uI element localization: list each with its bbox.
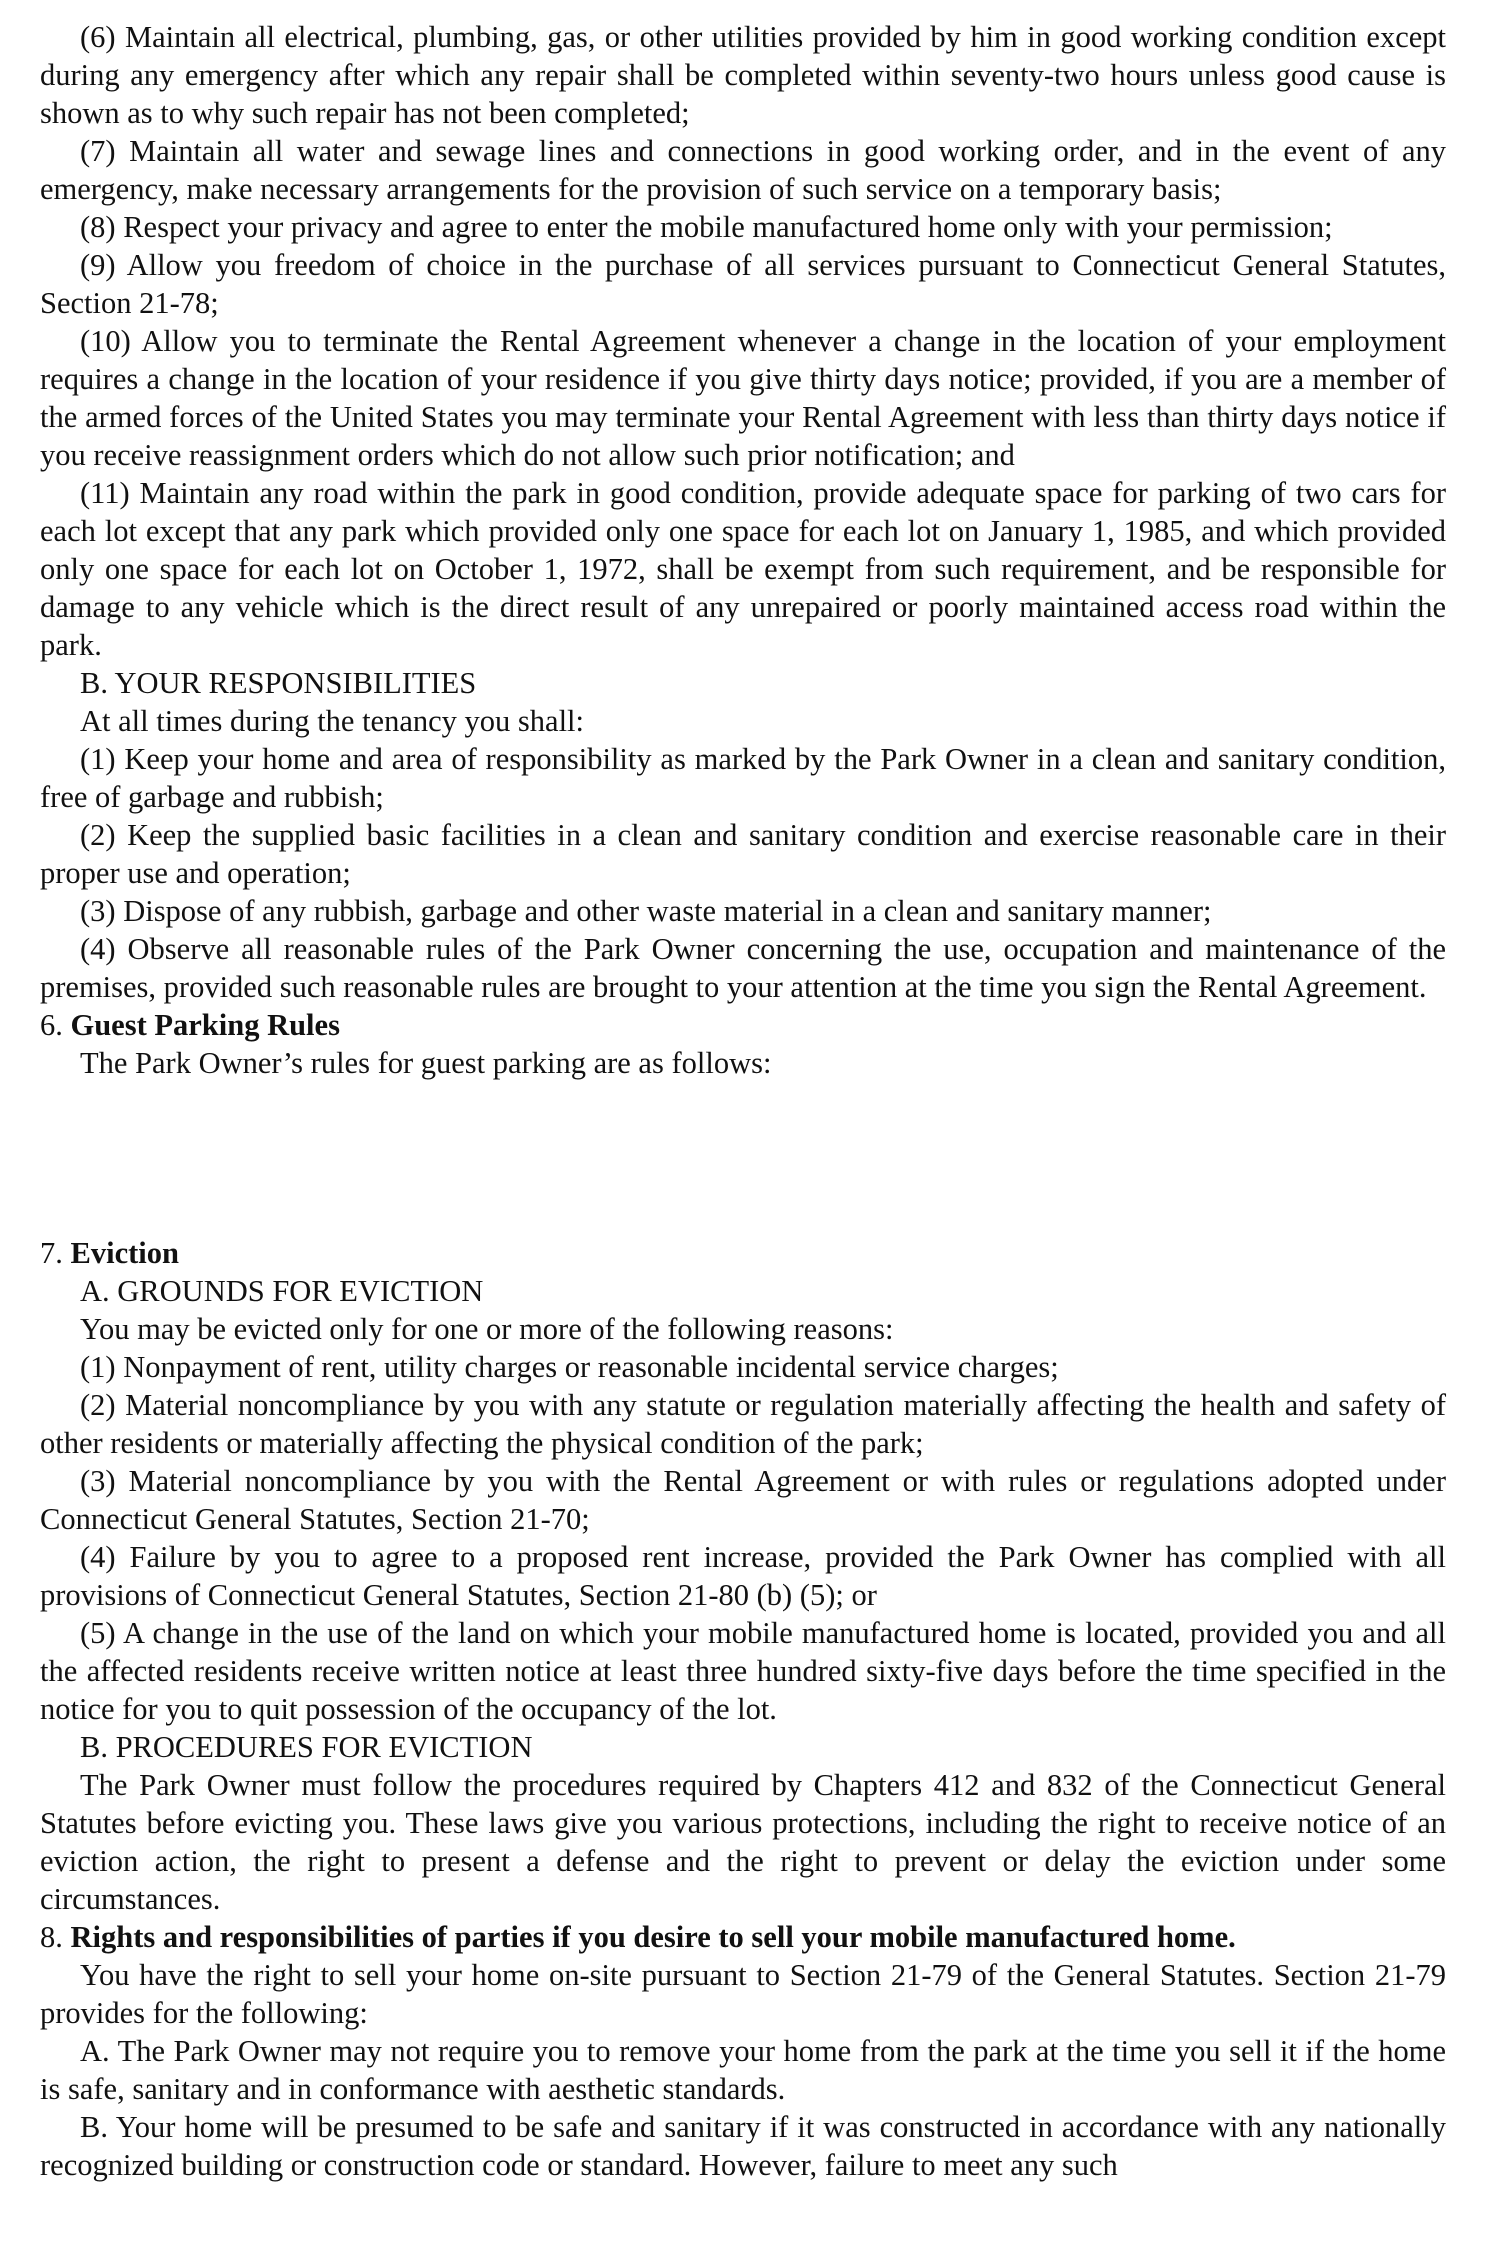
section-7-number: 7. [40, 1236, 63, 1270]
paragraph-8-intro: You have the right to sell your home on-site pursuant to Section 21-79 of the General Statutes. Section 21-79 provides for the following: [40, 1958, 1446, 2030]
paragraph-5a-8: (8) Respect your privacy and agree to enter the mobile manufactured home only with your permission; [80, 210, 1333, 244]
paragraph-8-b: B. Your home will be presumed to be safe and sanitary if it was constructed in accordance with any nationally recognized building or construction code or standard. However, failure to meet any such [40, 2110, 1446, 2182]
section-7-title: Eviction [70, 1236, 179, 1270]
section-6-title: Guest Parking Rules [70, 1008, 340, 1042]
paragraph-5a-10: (10) Allow you to terminate the Rental Agreement whenever a change in the location of your employment requires a change in the location of your residence if you give thirty days notice; provided, if you are a member of the armed forces of the United States you may terminate your Rental Agreement with less than thirty days notice if you receive reassignment orders which do not allow such prior notification; and [40, 324, 1446, 472]
paragraph-5b-3: (3) Dispose of any rubbish, garbage and other waste material in a clean and sanitary manner; [80, 894, 1212, 928]
paragraph-5a-9: (9) Allow you freedom of choice in the purchase of all services pursuant to Connecticut General Statutes, Section 21-78; [40, 248, 1446, 320]
paragraph-5b-1: (1) Keep your home and area of responsibility as marked by the Park Owner in a clean and sanitary condition, free of garbage and rubbish; [40, 742, 1446, 814]
section-8-heading [40, 1918, 1446, 1956]
paragraph-7a-2: (2) Material noncompliance by you with any statute or regulation materially affecting the health and safety of other residents or materially affecting the physical condition of the park; [40, 1388, 1446, 1460]
paragraph-6-body: The Park Owner’s rules for guest parking are as follows: [80, 1046, 772, 1080]
subheading-your-responsibilities: B. YOUR RESPONSIBILITIES [80, 666, 477, 700]
section-7-heading [40, 1234, 1446, 1272]
paragraph-8-a: A. The Park Owner may not require you to remove your home from the park at the time you sell it if the home is safe, sanitary and in conformance with aesthetic standards. [40, 2034, 1446, 2106]
paragraph-7a-5: (5) A change in the use of the land on which your mobile manufactured home is located, provided you and all the affected residents receive written notice at least three hundred sixty-five days before the time specified in the notice for you to quit possession of the occupancy of the lot. [40, 1616, 1446, 1726]
subheading-procedures-for-eviction: B. PROCEDURES FOR EVICTION [80, 1730, 533, 1764]
paragraph-7a-3: (3) Material noncompliance by you with the Rental Agreement or with rules or regulations adopted under Connecticut General Statutes, Section 21-70; [40, 1464, 1446, 1536]
section-6-number: 6. [40, 1008, 63, 1042]
paragraph-5a-7: (7) Maintain all water and sewage lines and connections in good working order, and in the event of any emergency, make necessary arrangements for the provision of such service on a temporary basis; [40, 134, 1446, 206]
paragraph-7a-4: (4) Failure by you to agree to a proposed rent increase, provided the Park Owner has complied with all provisions of Connecticut General Statutes, Section 21-80 (b) (5); or [40, 1540, 1446, 1612]
section-8-number: 8. [40, 1920, 63, 1954]
section-8-title: Rights and responsibilities of parties if you desire to sell your mobile manufactured home. [70, 1920, 1236, 1954]
paragraph-5a-6: (6) Maintain all electrical, plumbing, gas, or other utilities provided by him in good working condition except during any emergency after which any repair shall be completed within seventy-two hours unless good cause is shown as to why such repair has not been completed; [40, 20, 1446, 130]
paragraph-5a-11: (11) Maintain any road within the park in good condition, provide adequate space for parking of two cars for each lot except that any park which provided only one space for each lot on January 1, 1985, and which provided only one space for each lot on October 1, 1972, shall be exempt from such requirement, and be responsible for damage to any vehicle which is the direct result of any unrepaired or poorly maintained access road within the park. [40, 476, 1446, 662]
paragraph-7a-intro: You may be evicted only for one or more of the following reasons: [80, 1312, 894, 1346]
paragraph-7b-body: The Park Owner must follow the procedures required by Chapters 412 and 832 of the Connecticut General Statutes before evicting you. These laws give you various protections, including the right to receive notice of an eviction action, the right to present a defense and the right to prevent or delay the eviction under some circumstances. [40, 1768, 1446, 1916]
paragraph-7a-1: (1) Nonpayment of rent, utility charges or reasonable incidental service charges; [80, 1350, 1059, 1384]
paragraph-5b-4: (4) Observe all reasonable rules of the Park Owner concerning the use, occupation and maintenance of the premises, provided such reasonable rules are brought to your attention at the time you sign the Rental Agreement. [40, 932, 1446, 1004]
blank-space [40, 1082, 1446, 1234]
paragraph-5b-intro: At all times during the tenancy you shall: [80, 704, 584, 738]
section-6-heading [40, 1006, 1446, 1044]
subheading-grounds-for-eviction: A. GROUNDS FOR EVICTION [80, 1274, 484, 1308]
paragraph-5b-2: (2) Keep the supplied basic facilities in a clean and sanitary condition and exercise reasonable care in their proper use and operation; [40, 818, 1446, 890]
